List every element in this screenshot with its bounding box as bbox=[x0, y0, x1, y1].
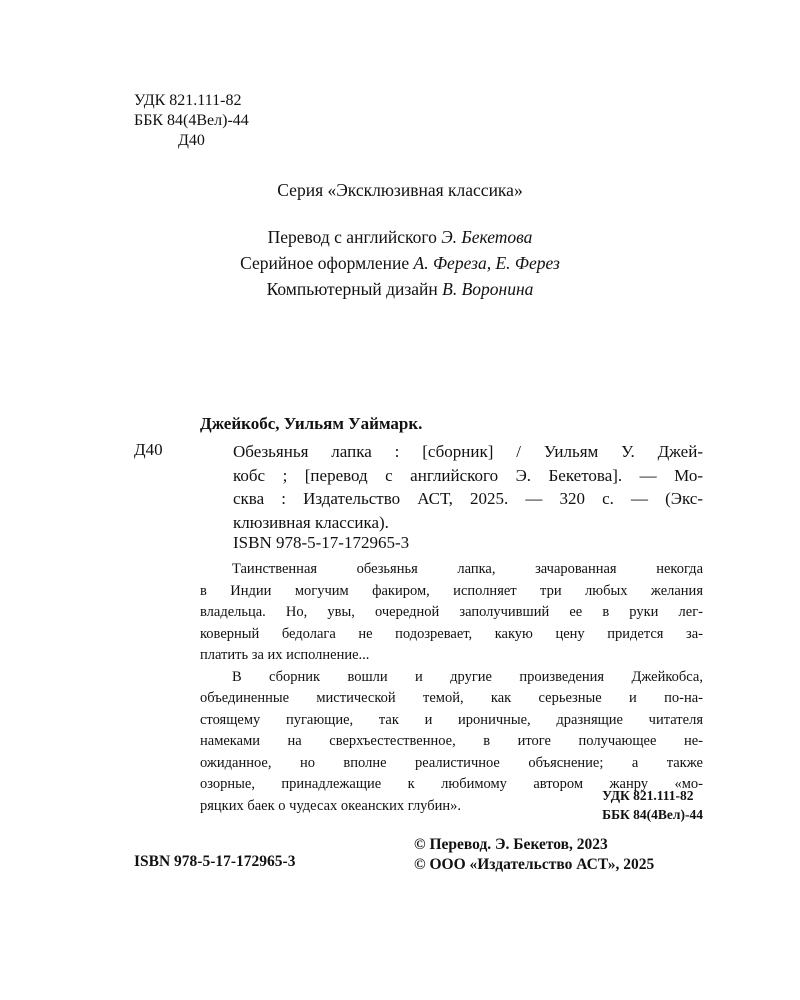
credit-name: А. Фереза, Е. Ферез bbox=[413, 253, 560, 273]
annotation-line: Таинственная обезьянья лапка, зачарованная некогда bbox=[232, 561, 703, 577]
copyright-block bbox=[414, 835, 654, 875]
annotation-line: озорные, принадлежащие к любимому автором жанру «мо- bbox=[200, 776, 703, 792]
author-mark: Д40 bbox=[178, 132, 205, 149]
author-heading: Джейкобс, Уильям Уаймарк. bbox=[200, 414, 423, 433]
credit-role: Компьютерный дизайн bbox=[266, 279, 438, 299]
annotation-line: объединенные мистической темой, как серьезные и по-на- bbox=[200, 690, 703, 706]
annotation-line: ряцких баек о чудесах океанских глубин». bbox=[200, 797, 462, 814]
annotation-line: в Индии могучим факиром, исполняет три любых желания bbox=[200, 582, 703, 599]
credit-computer-design bbox=[0, 279, 800, 300]
annotation bbox=[200, 559, 703, 817]
annotation-line: стоящему пугающие, так и ироничные, дразнящие читателя bbox=[200, 711, 703, 728]
series-title: Серия «Эксклюзивная классика» bbox=[277, 180, 523, 200]
bib-line: сква : Издательство АСТ, 2025. — 320 с. — (Экс- bbox=[233, 489, 703, 508]
annotation-line: платить за их исполнение... bbox=[200, 647, 370, 663]
credit-translation bbox=[0, 227, 800, 248]
copyright-line: © ООО «Издательство АСТ», 2025 bbox=[414, 856, 655, 873]
bib-line: клюзивная классика). bbox=[233, 512, 389, 532]
annotation-line: ожиданное, но вполне реалистичное объяснение; а также bbox=[200, 754, 703, 771]
copyright-line: © Перевод. Э. Бекетов, 2023 bbox=[414, 836, 608, 853]
bib-line: кобс ; [перевод с английского Э. Бекетова]. — Мо- bbox=[233, 465, 703, 485]
annotation-line: коверный бедолага не подозревает, какую цену придется за- bbox=[200, 625, 703, 642]
credit-name: Э. Бекетова bbox=[441, 227, 533, 247]
credit-name: В. Воронина bbox=[442, 279, 534, 299]
author-mark-side: Д40 bbox=[134, 440, 163, 459]
credit-role: Серийное оформление bbox=[240, 253, 410, 273]
bbk-code: ББК 84(4Вел)-44 bbox=[134, 112, 249, 129]
credit-role: Перевод с английского bbox=[267, 227, 437, 247]
bibliographic-description bbox=[233, 440, 703, 534]
isbn-bottom: ISBN 978-5-17-172965-3 bbox=[134, 853, 296, 870]
annotation-line: владельца. Но, увы, очередной заполучивший ее в руки лег- bbox=[200, 604, 703, 620]
annotation-line: намеками на сверхъестественное, в итоге получающее не- bbox=[200, 733, 703, 749]
bbk-code: ББК 84(4Вел)-44 bbox=[602, 807, 703, 822]
credit-series-design bbox=[0, 253, 800, 274]
classification-codes-top bbox=[134, 91, 249, 151]
isbn: ISBN 978-5-17-172965-3 bbox=[233, 533, 410, 552]
udk-code: УДК 821.111-82 bbox=[134, 92, 242, 109]
udk-code: УДК 821.111-82 bbox=[602, 788, 694, 803]
bib-line: Обезьянья лапка : [сборник] / Уильям У. Джей- bbox=[233, 442, 703, 461]
annotation-line: В сборник вошли и другие произведения Джейкобса, bbox=[232, 668, 703, 685]
classification-codes-bottom bbox=[602, 786, 703, 824]
